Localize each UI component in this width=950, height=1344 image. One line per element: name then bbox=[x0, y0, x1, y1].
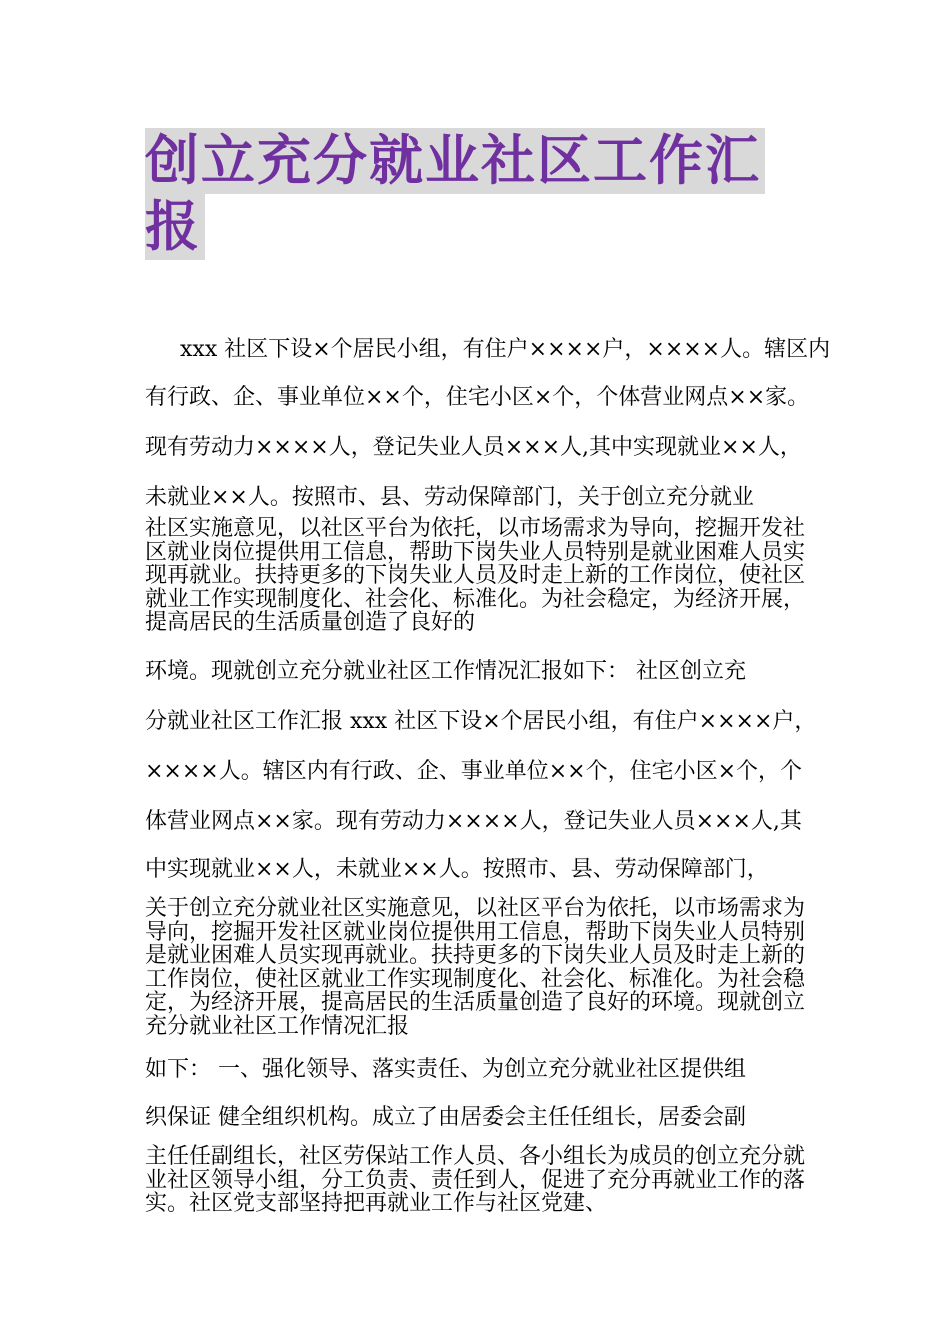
document-title bbox=[145, 128, 815, 260]
text-line: 织保证 健全组织机构。成立了由居委会主任任组长，居委会副 bbox=[145, 1105, 746, 1130]
title-line-2: 报 bbox=[145, 194, 205, 260]
text-line: 未就业××人。按照市、县、劳动保障部门，关于创立充分就业 bbox=[145, 485, 754, 510]
text-line: 体营业网点××家。现有劳动力××××人，登记失业人员×××人,其 bbox=[145, 809, 802, 834]
text-block: 关于创立充分就业社区实施意见，以社区平台为依托，以市场需求为导向，挖掘开发社区就业岗位提供用工信息，帮助下岗失业人员特别是就业困难人员实现再就业。扶持更多的下岗失业人员及时走上新的工作岗位，使社区就业工作实现制度化、社会化、标准化。为社会稳定，为经济开展，提高居民的生活质量创造了良好的环境。现就创立充分就业社区工作情况汇报 bbox=[145, 896, 806, 1039]
text-line: 现有劳动力××××人，登记失业人员×××人,其中实现就业××人， bbox=[145, 435, 802, 460]
text-line: 如下： 一、强化领导、落实责任、为创立充分就业社区提供组 bbox=[145, 1057, 746, 1082]
text-line: 环境。现就创立充分就业社区工作情况汇报如下： 社区创立充 bbox=[145, 659, 746, 684]
title-line-1: 创立充分就业社区工作汇 bbox=[145, 128, 765, 194]
text-line: xxx 社区下设×个居民小组，有住户××××户，××××人。辖区内 bbox=[180, 337, 831, 362]
text-line: ××××人。辖区内有行政、企、事业单位××个，住宅小区×个，个 bbox=[145, 759, 803, 784]
text-block: 主任任副组长，社区劳保站工作人员、各小组长为成员的创立充分就业社区领导小组，分工负责、责任到人，促进了充分再就业工作的落实。社区党支部坚持把再就业工作与社区党建、 bbox=[145, 1144, 806, 1216]
text-block: 社区实施意见，以社区平台为依托，以市场需求为导向，挖掘开发社区就业岗位提供用工信息，帮助下岗失业人员特别是就业困难人员实现再就业。扶持更多的下岗失业人员及时走上新的工作岗位，使社区就业工作实现制度化、社会化、标准化。为社会稳定，为经济开展，提高居民的生活质量创造了良好的 bbox=[145, 516, 806, 635]
text-line: 有行政、企、事业单位××个，住宅小区×个，个体营业网点××家。 bbox=[145, 385, 810, 410]
text-line: 分就业社区工作汇报 xxx 社区下设×个居民小组，有住户××××户， bbox=[145, 709, 817, 734]
text-line: 中实现就业××人，未就业××人。按照市、县、劳动保障部门， bbox=[145, 857, 769, 882]
